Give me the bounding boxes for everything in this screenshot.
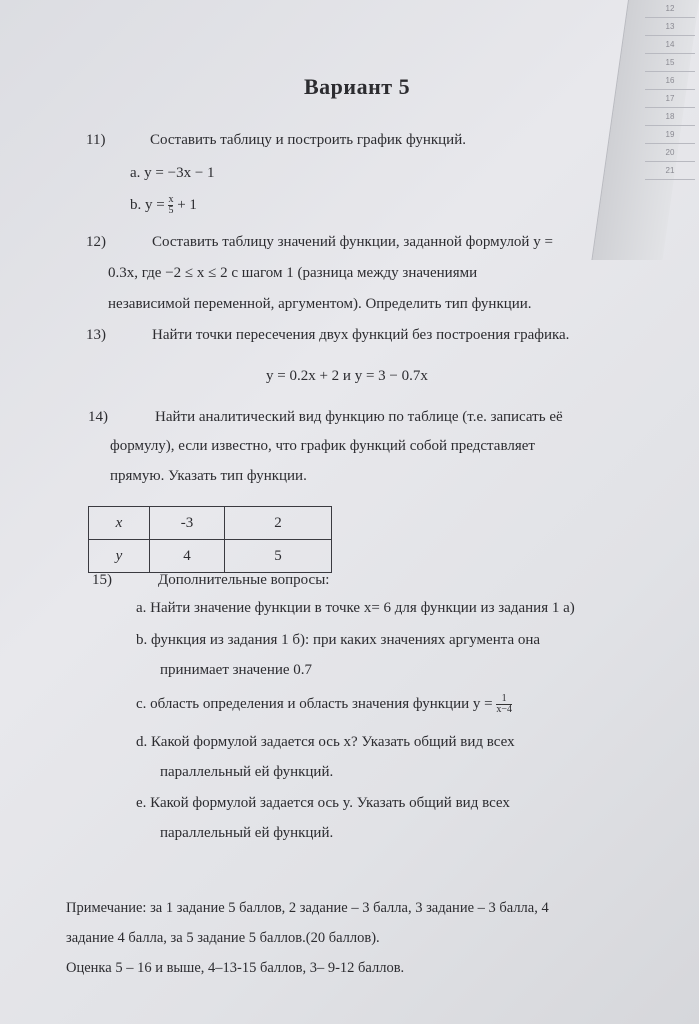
q13-text: Найти точки пересечения двух функций без построения графика.	[152, 327, 570, 343]
table-cell: -3	[150, 507, 225, 540]
q15-item-d-line1: d. Какой формулой задается ось x? Указать общий вид всех	[136, 734, 515, 750]
q15-item-a: a. Найти значение функции в точке x= 6 для функции из задания 1 а)	[136, 600, 575, 616]
q11-item-a: a. y = −3x − 1	[130, 165, 215, 181]
q11-number: 11)	[86, 132, 106, 148]
q11-item-b	[130, 195, 197, 216]
note-line2: задание 4 балла, за 5 задание 5 баллов.(20 баллов).	[66, 930, 380, 946]
q11-item-b-prefix: b. y =	[130, 196, 165, 213]
q14-line2: формулу), если известно, что график функций собой представляет	[110, 438, 535, 454]
note-line1: Примечание: за 1 задание 5 баллов, 2 задание – 3 балла, 3 задание – 3 балла, 4	[66, 900, 549, 916]
q15-number: 15)	[92, 572, 112, 588]
ruler-number: 12	[645, 0, 695, 18]
q14-line1: Найти аналитический вид функцию по таблице (т.е. записать её	[155, 409, 563, 425]
q11-fraction-den: 5	[168, 205, 174, 216]
q13-number: 13)	[86, 327, 106, 343]
ruler-number: 20	[645, 144, 695, 162]
q12-number: 12)	[86, 234, 106, 250]
q11-item-b-suffix: + 1	[177, 196, 197, 213]
ruler-number: 19	[645, 126, 695, 144]
note-line3: Оценка 5 – 16 и выше, 4–13-15 баллов, 3– 9-12 баллов.	[66, 960, 405, 976]
ruler-number: 13	[645, 18, 695, 36]
table-cell: x	[89, 507, 150, 540]
q15-item-b-line2: принимает значение 0.7	[160, 662, 313, 678]
ruler-number: 17	[645, 90, 695, 108]
table-row	[89, 540, 332, 573]
table-cell: 5	[225, 540, 332, 573]
page-title: Вариант 5	[304, 74, 411, 99]
q12-line1: Составить таблицу значений функции, заданной формулой y =	[152, 234, 553, 250]
q14-line3: прямую. Указать тип функции.	[110, 468, 307, 484]
q15-fraction-num: 1	[501, 693, 507, 704]
q15-item-e-line1: e. Какой формулой задается ось y. Указать общий вид всех	[136, 795, 510, 811]
q15-fraction	[496, 694, 512, 715]
q15-item-c	[136, 694, 512, 715]
q11-fraction-num: x	[168, 194, 174, 205]
q11-fraction	[168, 195, 173, 216]
ruler-number: 18	[645, 108, 695, 126]
ruler-margin	[645, 0, 695, 180]
q15-item-b-line1: b. функция из задания 1 б): при каких значениях аргумента она	[136, 632, 541, 648]
q15-item-e-line2: параллельный ей функций.	[160, 825, 334, 841]
q15-item-c-text: c. область определения и область значения функции y =	[136, 695, 493, 712]
q11-text: Составить таблицу и построить график функций.	[150, 132, 466, 148]
q12-line2: 0.3x, где −2 ≤ x ≤ 2 с шагом 1 (разница между значениями	[108, 265, 478, 281]
ruler-number: 15	[645, 54, 695, 72]
ruler-number: 14	[645, 36, 695, 54]
q15-text: Дополнительные вопросы:	[158, 572, 330, 588]
ruler-number: 16	[645, 72, 695, 90]
q13-formula: y = 0.2x + 2 и y = 3 − 0.7x	[266, 368, 428, 384]
table-cell: y	[89, 540, 150, 573]
table-row	[89, 507, 332, 540]
q15-item-d-line2: параллельный ей функций.	[160, 764, 334, 780]
q14-number: 14)	[88, 409, 108, 425]
table-cell: 4	[150, 540, 225, 573]
q15-fraction-den: x−4	[496, 704, 512, 715]
q12-line3: независимой переменной, аргументом). Определить тип функции.	[108, 296, 532, 312]
table-cell: 2	[225, 507, 332, 540]
ruler-number: 21	[645, 162, 695, 180]
q14-value-table	[88, 506, 332, 573]
